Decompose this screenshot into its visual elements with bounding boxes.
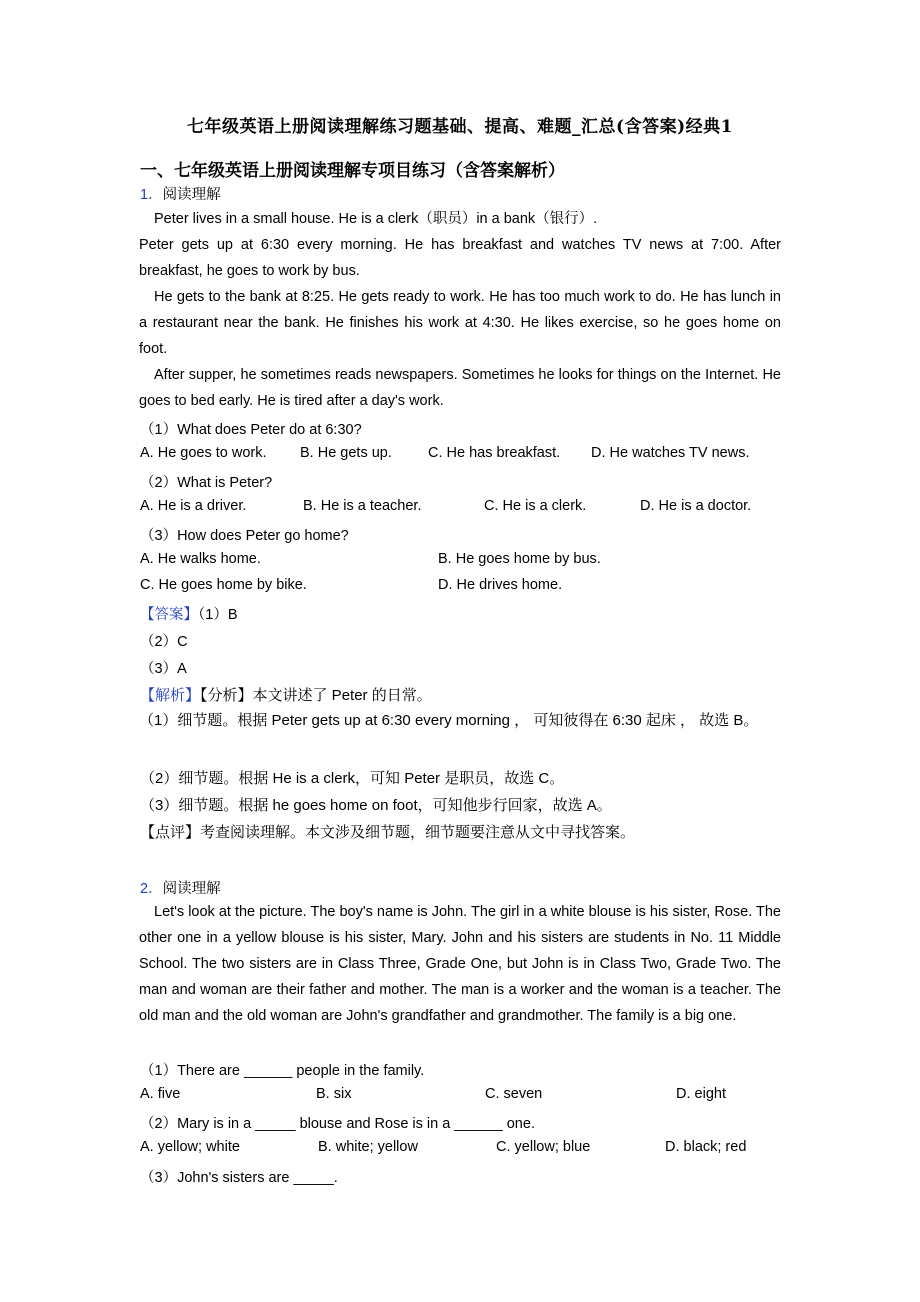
sub-question: （2）What is Peter? — [140, 475, 273, 491]
passage-paragraph — [139, 362, 781, 414]
question-number: 1． — [140, 187, 163, 203]
option-a: A. He goes to work. — [140, 445, 267, 461]
option-b: B. white; yellow — [318, 1139, 418, 1155]
answer-line: （2）C — [140, 634, 188, 650]
question-number: 2． — [140, 881, 163, 897]
paragraph-text: Let's look at the picture. The boy's name is John. The girl in a white blouse is his sister, Rose. The other one in a yellow blouse is his sister, Mary. John and his sisters are students in No. 11 Middle School. The two sisters are in Class Three, Grade One, but John is in Class Two, Grade Two. The man and woman are their father and mother. The man is a worker and the woman is a teacher. The old man and the old woman are John's grandfather and grandmother. The family is a big one. — [139, 904, 781, 1024]
sub-question: （1）There are ______ people in the family. — [140, 1063, 425, 1079]
answer-text: （1）B — [198, 607, 238, 623]
sub-question: （1）What does Peter do at 6:30? — [140, 422, 362, 438]
option-c: C. seven — [485, 1086, 543, 1102]
question-label: 阅读理解 — [162, 187, 221, 203]
paragraph-text: He gets to the bank at 8:25. He gets ready to work. He has too much work to do. He has lunch in a restaurant near the bank. He finishes his work at 4:30. He likes exercise, so he goes home on foot. — [139, 289, 781, 357]
option-a: A. He is a driver. — [140, 498, 247, 514]
question-2-header — [140, 877, 221, 898]
paragraph-text: Peter lives in a small house. He is a clerk（职员）in a bank（银行）. — [154, 211, 598, 227]
option-d: D. black; red — [665, 1139, 747, 1155]
analysis-intro: 【分析】本文讲述了 Peter 的日常。 — [200, 687, 432, 704]
analysis-detail: （2）细节题。根据 He is a clerk，可知 Peter 是职员，故选 C。 — [140, 770, 565, 787]
passage-paragraph — [139, 899, 781, 1029]
option-c: C. yellow; blue — [496, 1139, 591, 1155]
document-title: 七年级英语上册阅读理解练习题基础、提高、难题_汇总(含答案)经典1 — [187, 117, 733, 137]
analysis-detail: （3）细节题。根据 he goes home on foot，可知他步行回家，故选 A。 — [140, 797, 612, 814]
sub-question: （3）How does Peter go home? — [140, 528, 349, 544]
option-b: B. six — [316, 1086, 352, 1102]
option-d: D. eight — [676, 1086, 726, 1102]
comment-line: 【点评】考查阅读理解。本文涉及细节题，细节题要注意从文中寻找答案。 — [140, 824, 636, 841]
option-c: C. He is a clerk. — [484, 498, 587, 514]
answer-line: （3）A — [140, 661, 187, 677]
answer-line — [140, 603, 238, 624]
option-a: A. five — [140, 1086, 181, 1102]
section-heading: 一、七年级英语上册阅读理解专项目练习（含答案解析） — [140, 161, 565, 181]
option-a: A. yellow; white — [140, 1139, 240, 1155]
answer-tag: 【答案】 — [140, 607, 198, 623]
question-label: 阅读理解 — [162, 881, 221, 897]
option-c: C. He has breakfast. — [428, 445, 561, 461]
option-d: D. He watches TV news. — [591, 445, 750, 461]
paragraph-text: After supper, he sometimes reads newspapers. Sometimes he looks for things on the Internet. He goes to bed early. He is tired after a day's work. — [139, 367, 781, 409]
option-b: B. He goes home by bus. — [438, 551, 601, 567]
passage-paragraph — [139, 206, 781, 232]
paragraph-text: Peter gets up at 6:30 every morning. He has breakfast and watches TV news at 7:00. After breakfast, he goes to work by bus. — [139, 237, 781, 279]
option-c: C. He goes home by bike. — [140, 577, 307, 593]
option-d: D. He is a doctor. — [640, 498, 752, 514]
analysis-detail: （1）细节题。根据 Peter gets up at 6:30 every morning ， 可知彼得在 6:30 起床 ， 故选 B。 — [139, 712, 759, 729]
analysis-tag: 【解析】 — [140, 687, 201, 704]
sub-question: （2）Mary is in a _____ blouse and Rose is in a ______ one. — [140, 1116, 535, 1132]
passage-paragraph — [139, 284, 781, 362]
question-1-header — [140, 183, 221, 204]
analysis-line — [140, 684, 432, 705]
option-b: B. He is a teacher. — [303, 498, 422, 514]
passage-paragraph — [139, 232, 781, 284]
option-d: D. He drives home. — [438, 577, 563, 593]
option-b: B. He gets up. — [300, 445, 392, 461]
sub-question: （3）John's sisters are _____. — [140, 1170, 338, 1186]
option-a: A. He walks home. — [140, 551, 261, 567]
